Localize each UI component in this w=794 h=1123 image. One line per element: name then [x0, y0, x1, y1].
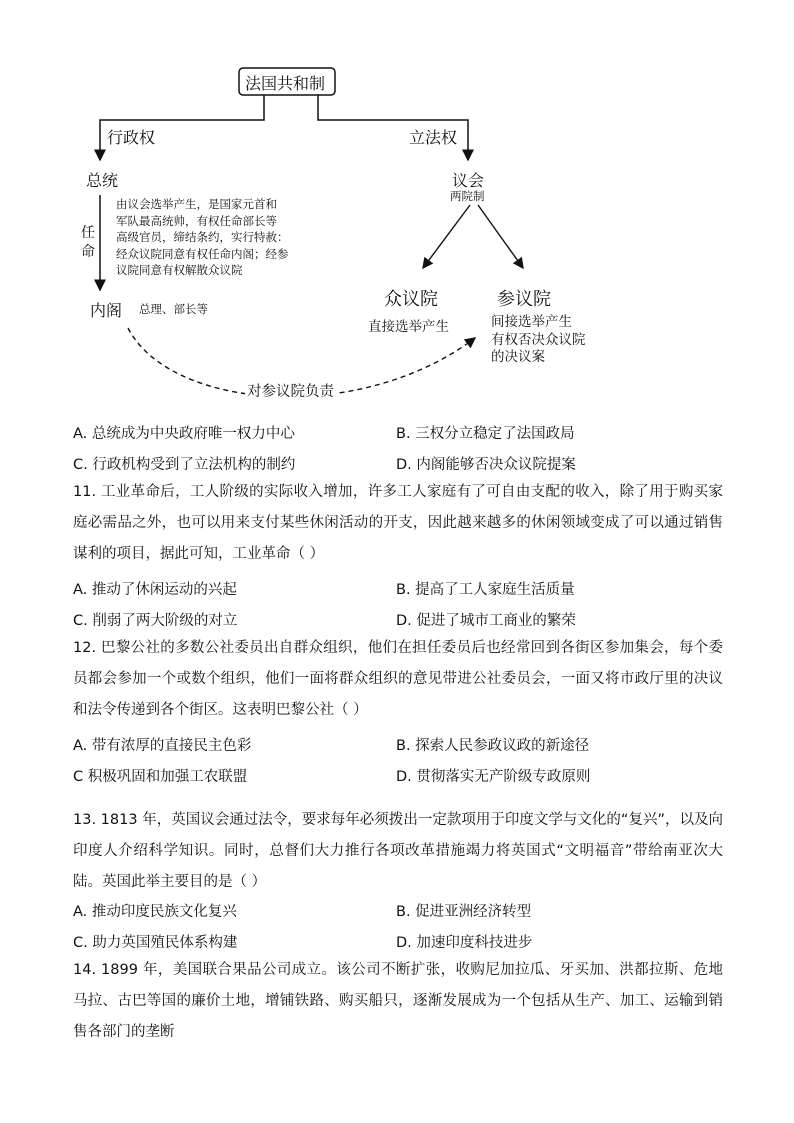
q12-option-b[interactable]: B. 探索人民参政议政的新途径	[396, 738, 590, 754]
president-description: 由议会选举产生，是国家元首和 军队最高统帅，有权任命部长等 高级官员，缔结条约，实行特赦： 经众议院同意有权任命内阁；经参 议院同意有权解散众议院	[116, 197, 289, 277]
lower-house-description: 直接选举产生	[368, 319, 449, 335]
president-label: 总统	[86, 171, 119, 190]
q12-stem: 12. 巴黎公社的多数公社委员出自群众组织，他们在担任委员后也经常回到各街区参加集会，每个委员都会参加一个或数个组织，他们一面将群众组织的意见带进公社委员会，一面又将市政厅里的决议和法令传递到各个街区。这表明巴黎公社（ ）	[73, 640, 723, 718]
cabinet-label: 内阁	[90, 301, 123, 320]
responsibility-label: 对参议院负责	[245, 380, 336, 401]
q12-option-c[interactable]: C 积极巩固和加强工农联盟	[73, 769, 248, 785]
q10-option-d[interactable]: D. 内阁能够否决众议院提案	[396, 457, 576, 473]
appoint-label-1: 任	[81, 225, 95, 241]
q13-option-a[interactable]: A. 推动印度民族文化复兴	[73, 904, 237, 920]
q13-option-b[interactable]: B. 促进亚洲经济转型	[396, 904, 532, 920]
upper-house-label: 参议院	[497, 289, 551, 310]
q11-stem: 11. 工业革命后，工人阶级的实际收入增加，许多工人家庭有了可自由支配的收入，除了用于购买家庭必需品之外，也可以用来支付某些休闲活动的开支，因此越来越多的休闲领域变成了可以通过销售谋利的项目，据此可知，工业革命（ ）	[73, 484, 723, 562]
lower-house-label: 众议院	[384, 289, 438, 310]
q12-option-a[interactable]: A. 带有浓厚的直接民主色彩	[73, 738, 252, 754]
q12-option-d[interactable]: D. 贯彻落实无产阶级专政原则	[396, 769, 591, 785]
q11-option-c[interactable]: C. 削弱了两大阶级的对立	[73, 613, 238, 629]
q13-option-d[interactable]: D. 加速印度科技进步	[396, 935, 533, 951]
to-lower-house-arrow	[423, 205, 470, 268]
q11-option-d[interactable]: D. 促进了城市工商业的繁荣	[396, 613, 576, 629]
parliament-label: 议会	[452, 171, 485, 190]
q10-option-b[interactable]: B. 三权分立稳定了法国政局	[396, 426, 575, 442]
q10-option-a[interactable]: A. 总统成为中央政府唯一权力中心	[73, 426, 295, 442]
legislative-power-label: 立法权	[409, 128, 458, 147]
appoint-label-2: 命	[81, 244, 95, 260]
q13-stem: 13. 1813 年，英国议会通过法令，要求每年必须拨出一定款项用于印度文学与文化的“复兴”，以及向印度人介绍科学知识。同时，总督们大力推行各项改革措施竭力将英国式“文明福音”带给南亚次大陆。英国此举主要目的是（ ）	[73, 812, 723, 890]
cabinet-description: 总理、部长等	[139, 302, 208, 316]
diagram-root: 法国共和制	[245, 74, 326, 93]
executive-power-label: 行政权	[107, 128, 156, 147]
q11-option-b[interactable]: B. 提高了工人家庭生活质量	[396, 582, 575, 598]
q10-option-c[interactable]: C. 行政机构受到了立法机构的制约	[73, 457, 296, 473]
q11-option-a[interactable]: A. 推动了休闲运动的兴起	[73, 582, 237, 598]
parliament-subtitle: 两院制	[450, 189, 485, 203]
q13-option-c[interactable]: C. 助力英国殖民体系构建	[73, 935, 238, 951]
q14-stem: 14. 1899 年，美国联合果品公司成立。该公司不断扩张，收购尼加拉瓜、牙买加、洪都拉斯、危地 马拉、古巴等国的廉价土地，增铺铁路、购买船只，逐渐发展成为一个包括从生产、加工、运输到销售各部门的垄断	[73, 962, 723, 1040]
upper-house-description: 间接选举产生 有权否决众议院 的决议案	[491, 314, 586, 365]
to-upper-house-arrow	[478, 205, 523, 268]
